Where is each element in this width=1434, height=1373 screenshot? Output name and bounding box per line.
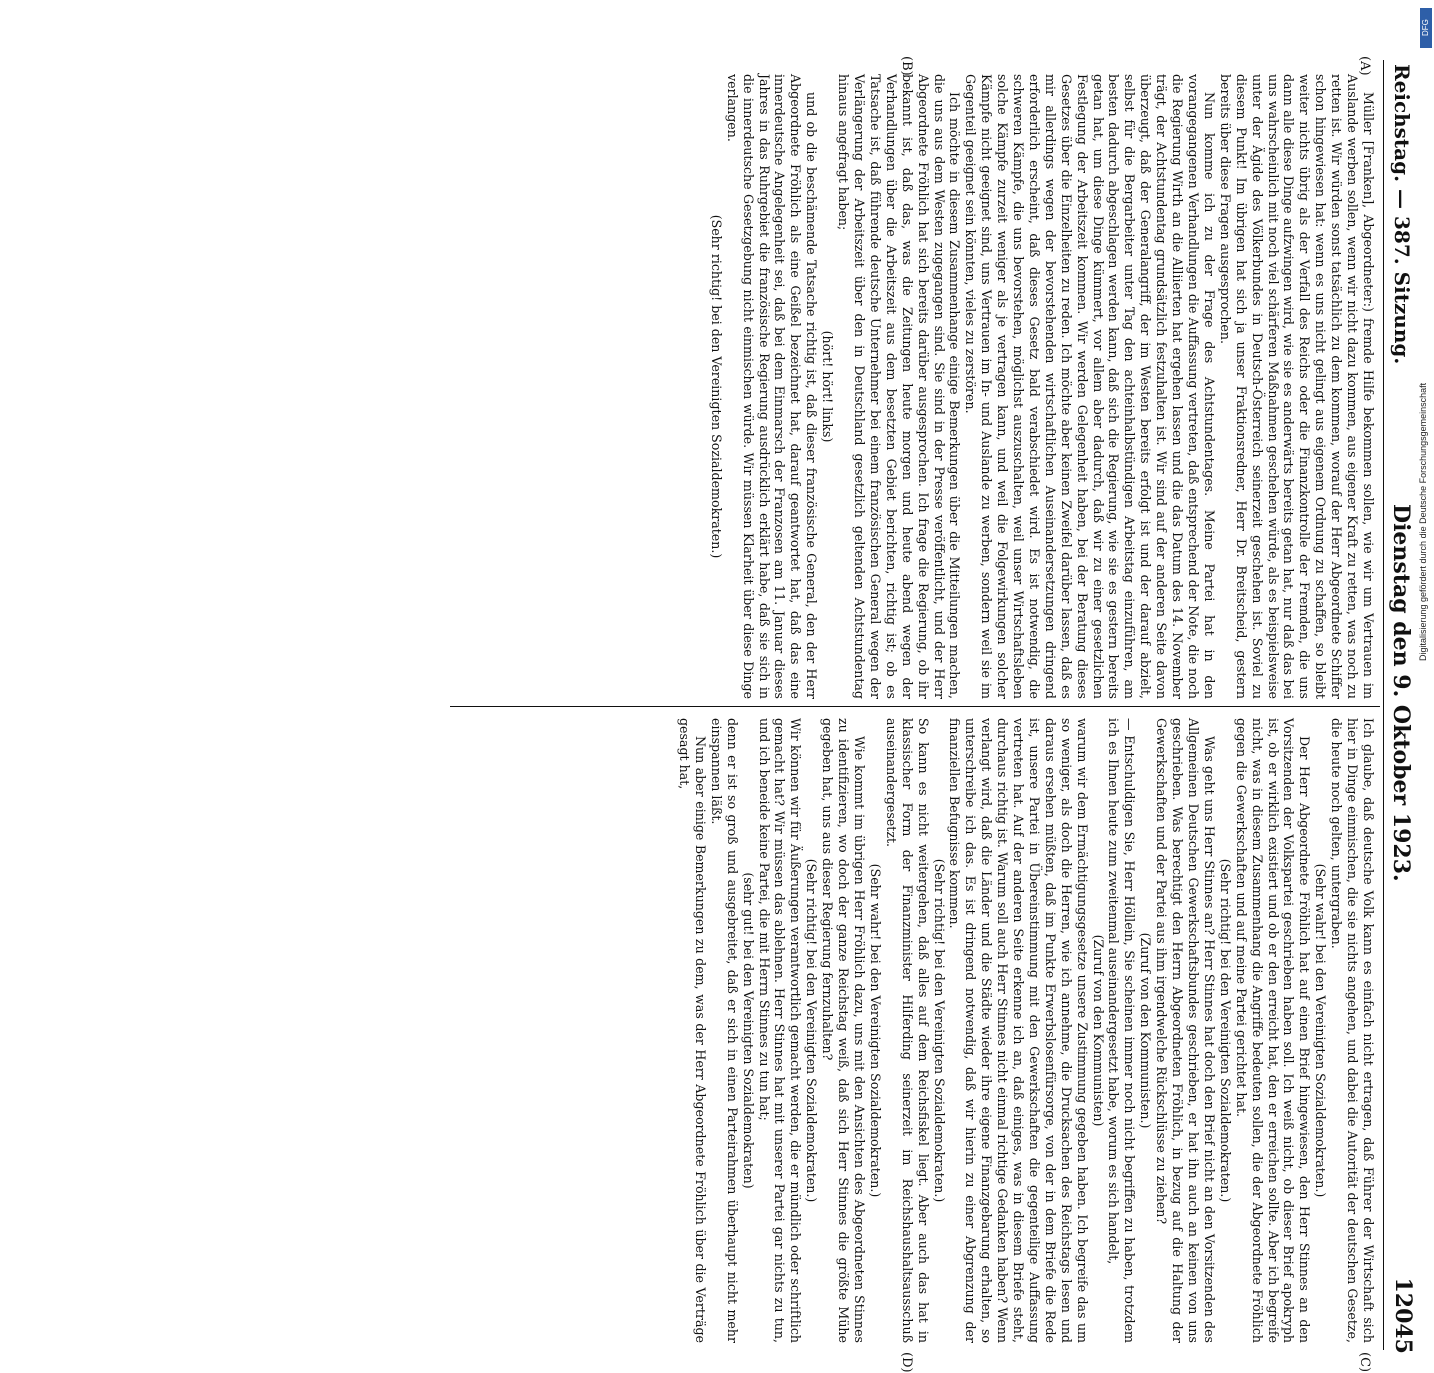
page-header bbox=[1386, 64, 1416, 1354]
paragraph: So kann es nicht weitergehen, daß alles auf dem Reichsfiskel liegt. Aber auch das hat in klassischer Form der Finanzminister Hilferding seinerzeit im Reichshaushaltsausschuß auseinandergesetzt. bbox=[883, 718, 931, 1343]
interjection: (sehr gut! bei den Vereinigten Sozialdemokraten) bbox=[740, 872, 756, 1189]
margin-marker-a: (A) bbox=[1357, 56, 1372, 76]
interjection: (Zuruf von den Kommunisten) bbox=[1090, 934, 1106, 1127]
paragraph: Nun komme ich zu der Frage des Achtstundentages. Meine Partei hat in den vorangegangenen Verhandlungen die Auffassung vertreten, daß entsprechend der Note, die noch die Regierung Wirth an die Alliierten hat ergehen lassen und die das Datum des 14. November trägt, der Achtstundentag grundsätzlich festzuhalten ist. Wir sind auf der anderen Seite davon überzeugt, daß der Generalangriff, der im Westen bereits erfolgt ist und der darauf abzielt, selbst für die Bergarbeiter unter Tag den achteinhalbstündigen Arbeitstag einzuführen, am besten dadurch abgeschlagen werden kann, daß sich die Regierung, wie sie es gestern bereits getan hat, um diese Dinge kümmert, vor allem aber dadurch, daß wir zu einer gesetzlichen Festlegung der Arbeitszeit kommen. Wir werden Gelegenheit haben, bei der Beratung dieses Gesetzes über die Einzelheiten zu reden. Ich möchte aber keinen Zweifel darüber lassen, daß es mir allerdings wegen der bevorstehenden wirtschaftlichen Auseinandersetzungen dringend erforderlich erscheint, daß dieses Gesetz bald verabschiedet wird. Es ist notwendig, die schweren Kämpfe, die uns bevorstehen, möglichst auszuschalten, weil unser Wirtschaftsleben solche Kämpfe zurzeit weniger als je vertragen kann, und weil die Folgewirkungen solcher Kämpfe nicht geeignet sind, uns Vertrauen im In- und Auslande zu werben, sondern weil sie im Gegenteil geeignet sein könnten, vieles zu zerstören. bbox=[963, 74, 1217, 699]
interjection: (Sehr richtig! bei den Vereinigten Sozialdemokraten.) bbox=[804, 858, 820, 1203]
margin-marker-b: (B) bbox=[899, 56, 914, 76]
paragraph: und ob die beschämende Tatsache richtig ist, daß dieser französische General, den der Herr Abgeordnete Fröhlich als eine Geißel bezeichnet hat, darauf geantwortet hat, daß das eine innerdeutsche Angelegenheit sei, daß bei dem Einmarsch der Franzosen am 11. Januar dieses Jahres in das Ruhrgebiet die französische Regierung ausdrücklich erklärt habe, daß sie sich in die innerdeutsche Gesetzgebung nicht einmischen würde. Wir müssen Klarheit über diese Dinge verlangen. bbox=[724, 74, 820, 699]
margin-marker-c: (C) bbox=[1357, 1352, 1372, 1373]
margin-marker-d: (D) bbox=[899, 1352, 914, 1373]
header-rule bbox=[1383, 60, 1384, 1350]
interjection: (Sehr richtig! bei den Vereinigten Sozialdemokraten.) bbox=[931, 858, 947, 1203]
paragraph: Ich glaube, daß deutsche Volk kann es einfach nicht ertragen, daß Führer der Wirtschaft sich hier in Dinge einmischen, die sie nichts angehen, und dabei die Autorität der deutschen Gesetze, die heute noch gelten, untergraben. bbox=[1329, 718, 1376, 1343]
text-column-left bbox=[708, 74, 1376, 699]
paragraph: Ich möchte in diesem Zusammenhange einige Bemerkungen über die Mitteilungen machen, die uns aus dem Westen zugegangen sind. Sie sind in der Presse veröffentlicht, und der Herr Abgeordnete Fröhlich hat sich bereits darüber ausgesprochen. Ich frage die Regierung, ob ihr bekannt ist, daß das, was die Zeitungen heute morgen und heute abend wegen der Verhandlungen über die Arbeitszeit aus dem besetzten Gebiet berichten, richtig ist; ob es Tatsache ist, daß führende deutsche Unternehmer bei einem französischen General wegen der Verlängerung der Arbeitszeit über den in Deutschland gesetzlich geltenden Achtstundentag hinaus angefragt haben; bbox=[836, 74, 963, 699]
text-column-right bbox=[676, 718, 1376, 1343]
interjection: (hört! hört! links) bbox=[820, 330, 836, 443]
page-number: 12045 bbox=[1390, 1277, 1416, 1354]
dfg-logo: DFG bbox=[1420, 8, 1432, 48]
interjection: (Sehr wahr! bei den Vereinigten Sozialdemokraten.) bbox=[1313, 863, 1329, 1198]
digitization-note: Digitalisierung gefördert durch die Deutsche Forschungsgemeinschaft bbox=[1418, 382, 1428, 662]
paragraph: Nun aber einige Bemerkungen zu dem, was der Herr Abgeordnete Fröhlich über die Verträge gesagt hat, bbox=[677, 718, 708, 1343]
paragraph: — Entschuldigen Sie, Herr Höllein, Sie scheinen immer noch nicht begriffen zu haben, trotzdem ich es Ihnen heute zum zweitenmal auseinandergesetzt habe, worum es sich handelt, bbox=[1106, 718, 1138, 1343]
interjection: (Sehr wahr! bei den Vereinigten Sozialdemokraten.) bbox=[867, 863, 883, 1198]
header-left: Reichstag. — 387. Sitzung. bbox=[1390, 64, 1414, 365]
interjection: (Sehr richtig! bei den Vereinigten Sozialdemokraten.) bbox=[708, 214, 724, 559]
interjection: (Zuruf von den Kommunisten.) bbox=[1138, 932, 1154, 1129]
paragraph: Wie kommt im übrigen Herr Fröhlich dazu, uns mit den Ansichten des Abgeordneten Stinnes zu identifizieren, wo doch der ganze Reichstag weiß, daß sich Herr Stinnes die größte Mühe gegeben hat, uns aus dieser Regierung fernzuhalten? bbox=[820, 718, 867, 1343]
paragraph: warum wir dem Ermächtigungsgesetze unsere Zustimmung gegeben haben. Ich begreife das um so weniger, als doch die Herren, wie ich annehme, die Drucksachen des Reichstags lesen und daraus ersehen müßten, daß im Punkte Erwerbslosenfürsorge, von der in dem Briefe die Rede ist, unsere Partei in Übereinstimmung mit den Gewerkschaften die gegenteilige Auffassung vertreten hat. Auf der anderen Seite erkenne ich an, daß einiges, was in diesem Briefe steht, durchaus richtig ist. Warum soll auch Herr Stinnes nicht einmal richtige Gedanken haben? Wenn verlangt wird, daß die Länder und die Städte wieder ihre eigene Finanzgebarung erhalten, so unterschreibe ich das. Es ist dringend notwendig, daß wir hierin zu einer Abgrenzung der finanziellen Befugnisse kommen. bbox=[947, 718, 1090, 1343]
paragraph: Wir können wir für Äußerungen verantwortlich gemacht werden, die er mündlich oder schriftlich gemacht hat? Wir müssen das ablehnen. Herr Stinnes hat mit unserer Partei gar nichts zu tun, und ich beneide keine Partei, die mit Herrn Stinnes zu tun hat; bbox=[756, 718, 804, 1343]
paragraph: Müller [Franken], Abgeordneter:) fremde Hilfe bekommen sollen, wie wir um Vertrauen im Auslande werben sollen, wenn wir nicht dazu kommen, aus eigener Kraft zu retten, was noch zu retten ist. Wir würden sonst tatsächlich zu dem kommen, worauf der Herr Abgeordnete Schiffer schon hingewiesen hat: wenn es uns nicht gelingt aus eigenem Ordnung zu schaffen, so bleibt weiter nichts übrig als der Verfall des Reichs oder die Finanzkontrolle der Fremden, die uns dann alle diese Dinge aufzwingen wird, wie sie es anderwärts bereits getan hat, nur daß das bei uns wahrscheinlich mit noch viel schärferen Maßnahmen geschehen würde, als es beispielsweise unter der Ägide des Völkerbundes in Deutsch-Österreich seinerzeit geschehen ist. Soviel zu diesem Punkt! Im übrigen hat sich ja unser Fraktionsredner, Herr Dr. Breitscheid, gestern bereits über diese Fragen ausgesprochen. bbox=[1217, 74, 1376, 699]
column-divider bbox=[450, 706, 1380, 707]
paragraph: Der Herr Abgeordnete Fröhlich hat auf einen Brief hingewiesen, den Herr Stinnes an den Vorsitzenden der Volkspartei geschrieben haben soll. Ich weiß nicht, ob dieser Brief apokryph ist, ob er wirklich existiert und ob er den erreicht hat, den er erreichen sollte. Aber ich begreife nicht, was in diesem Zusammenhang die Angriffe bedeuten sollen, die der Abgeordnete Fröhlich gegen die Gewerkschaften und auf meine Partei gerichtet hat. bbox=[1233, 718, 1313, 1343]
interjection: (Sehr richtig! bei den Vereinigten Sozialdemokraten.) bbox=[1217, 858, 1233, 1203]
header-date: Dienstag den 9. Oktober 1923. bbox=[1388, 504, 1414, 882]
paragraph: Was geht uns Herr Stinnes an? Herr Stinnes hat doch den Brief nicht an den Vorsitzenden des Allgemeinen Deutschen Gewerkschaftsbundes geschrieben, er hat ihn auch an keinen von uns geschrieben. Was berechtigt den Herrn Abgeordneten Fröhlich, in bezug auf die Haltung der Gewerkschaften und der Partei aus ihm irgendwelche Rückschlüsse zu ziehen? bbox=[1154, 718, 1217, 1343]
paragraph: denn er ist so groß und ausgebreitet, daß er sich in einen Parteirahmen überhaupt nicht mehr einspannen läßt. bbox=[708, 718, 740, 1343]
